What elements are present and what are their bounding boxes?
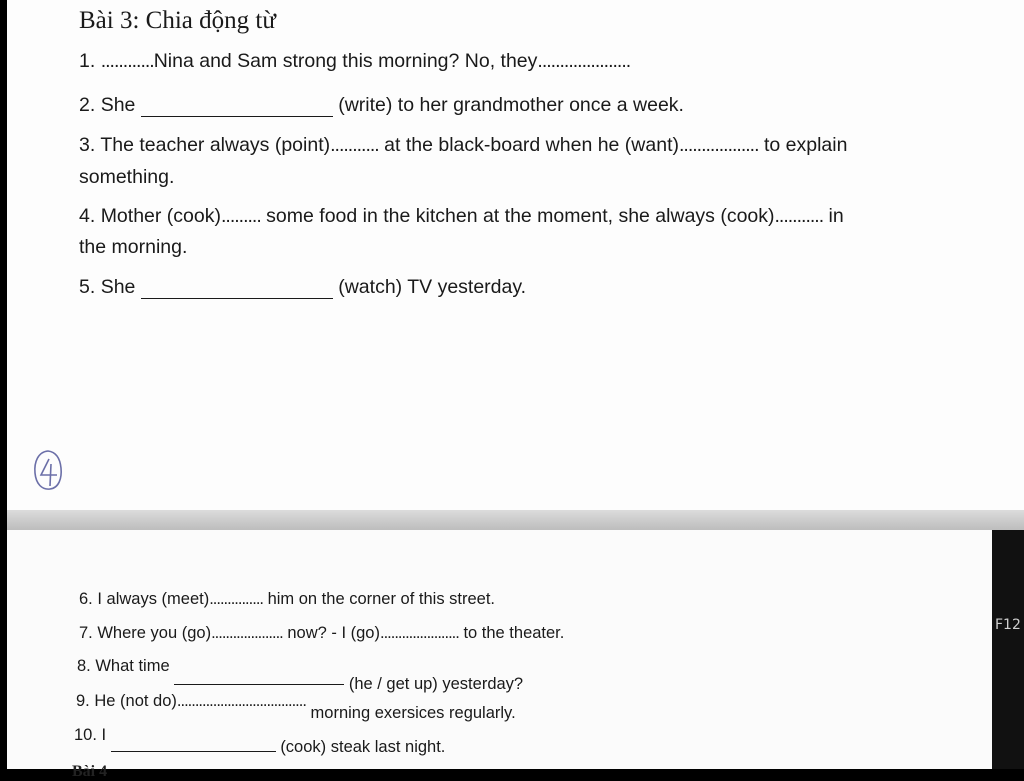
question-text: What time bbox=[95, 657, 170, 675]
question-text: (write) to her grandmother once a week. bbox=[338, 94, 684, 116]
question-text: I bbox=[101, 726, 107, 744]
answer-blank bbox=[174, 668, 344, 686]
answer-blank bbox=[141, 97, 333, 118]
answer-blank: ........... bbox=[774, 205, 824, 227]
question-4-continued: the morning. bbox=[79, 236, 188, 258]
question-text: Mother (cook) bbox=[100, 205, 221, 227]
page-gap bbox=[7, 510, 1024, 530]
question-text: to the theater. bbox=[463, 624, 565, 642]
answer-blank: ............ bbox=[100, 50, 154, 72]
question-4 bbox=[79, 205, 844, 228]
question-5 bbox=[79, 276, 526, 299]
answer-blank: .................................... bbox=[176, 692, 306, 710]
exercise-title: Bài 3: Chia động từ bbox=[79, 7, 276, 34]
question-text: She bbox=[100, 276, 136, 298]
question-1 bbox=[79, 50, 630, 73]
answer-blank: ........... bbox=[330, 134, 379, 156]
question-number: 5. bbox=[79, 276, 96, 298]
question-text: Nina and Sam strong this morning? No, they bbox=[153, 50, 538, 72]
question-number: 7. bbox=[79, 624, 93, 642]
answer-blank: .................... bbox=[211, 624, 283, 642]
question-text: now? - I (go) bbox=[287, 624, 380, 642]
question-text: in bbox=[828, 205, 844, 227]
question-text: some food in the kitchen at the moment, she always (cook) bbox=[266, 205, 775, 227]
question-text: He (not do) bbox=[94, 692, 177, 710]
question-7 bbox=[79, 624, 564, 643]
question-10 bbox=[74, 726, 446, 756]
answer-blank: ...................... bbox=[379, 624, 459, 642]
answer-blank bbox=[141, 279, 333, 300]
question-text: (cook) steak last night. bbox=[280, 738, 446, 756]
question-number: 2. bbox=[79, 94, 96, 116]
side-label: F12 bbox=[995, 617, 1021, 633]
question-number: 3. bbox=[79, 134, 96, 156]
question-8 bbox=[77, 657, 524, 693]
question-number: 4. bbox=[79, 205, 96, 227]
question-text: morning exersices regularly. bbox=[310, 704, 516, 722]
question-text: I always (meet) bbox=[97, 590, 210, 608]
question-3 bbox=[79, 134, 847, 157]
question-text: him on the corner of this street. bbox=[267, 590, 496, 608]
question-number: 9. bbox=[76, 692, 90, 710]
question-text: (watch) TV yesterday. bbox=[338, 276, 527, 298]
question-text: Where you (go) bbox=[97, 624, 212, 642]
question-number: 1. bbox=[79, 50, 96, 72]
question-text: The teacher always (point) bbox=[100, 134, 331, 156]
question-number: 6. bbox=[79, 590, 93, 608]
answer-blank: .................. bbox=[679, 134, 759, 156]
question-text: (he / get up) yesterday? bbox=[348, 675, 524, 693]
question-number: 10. bbox=[74, 726, 97, 744]
answer-blank: ..................... bbox=[537, 50, 631, 72]
question-text: She bbox=[100, 94, 136, 116]
question-9 bbox=[76, 692, 516, 722]
question-3-continued: something. bbox=[79, 166, 175, 188]
question-text: at the black-board when he (want) bbox=[384, 134, 679, 156]
question-6 bbox=[79, 590, 495, 609]
question-2 bbox=[79, 94, 684, 117]
next-exercise-heading-cut: Bài 4 bbox=[72, 763, 108, 780]
answer-blank: ......... bbox=[220, 205, 261, 227]
handwritten-circle-mark bbox=[32, 448, 64, 492]
dark-edge bbox=[992, 530, 1024, 769]
answer-blank: ............... bbox=[209, 590, 263, 608]
question-text: to explain bbox=[763, 134, 848, 156]
question-number: 8. bbox=[77, 657, 91, 675]
answer-blank bbox=[111, 735, 276, 753]
